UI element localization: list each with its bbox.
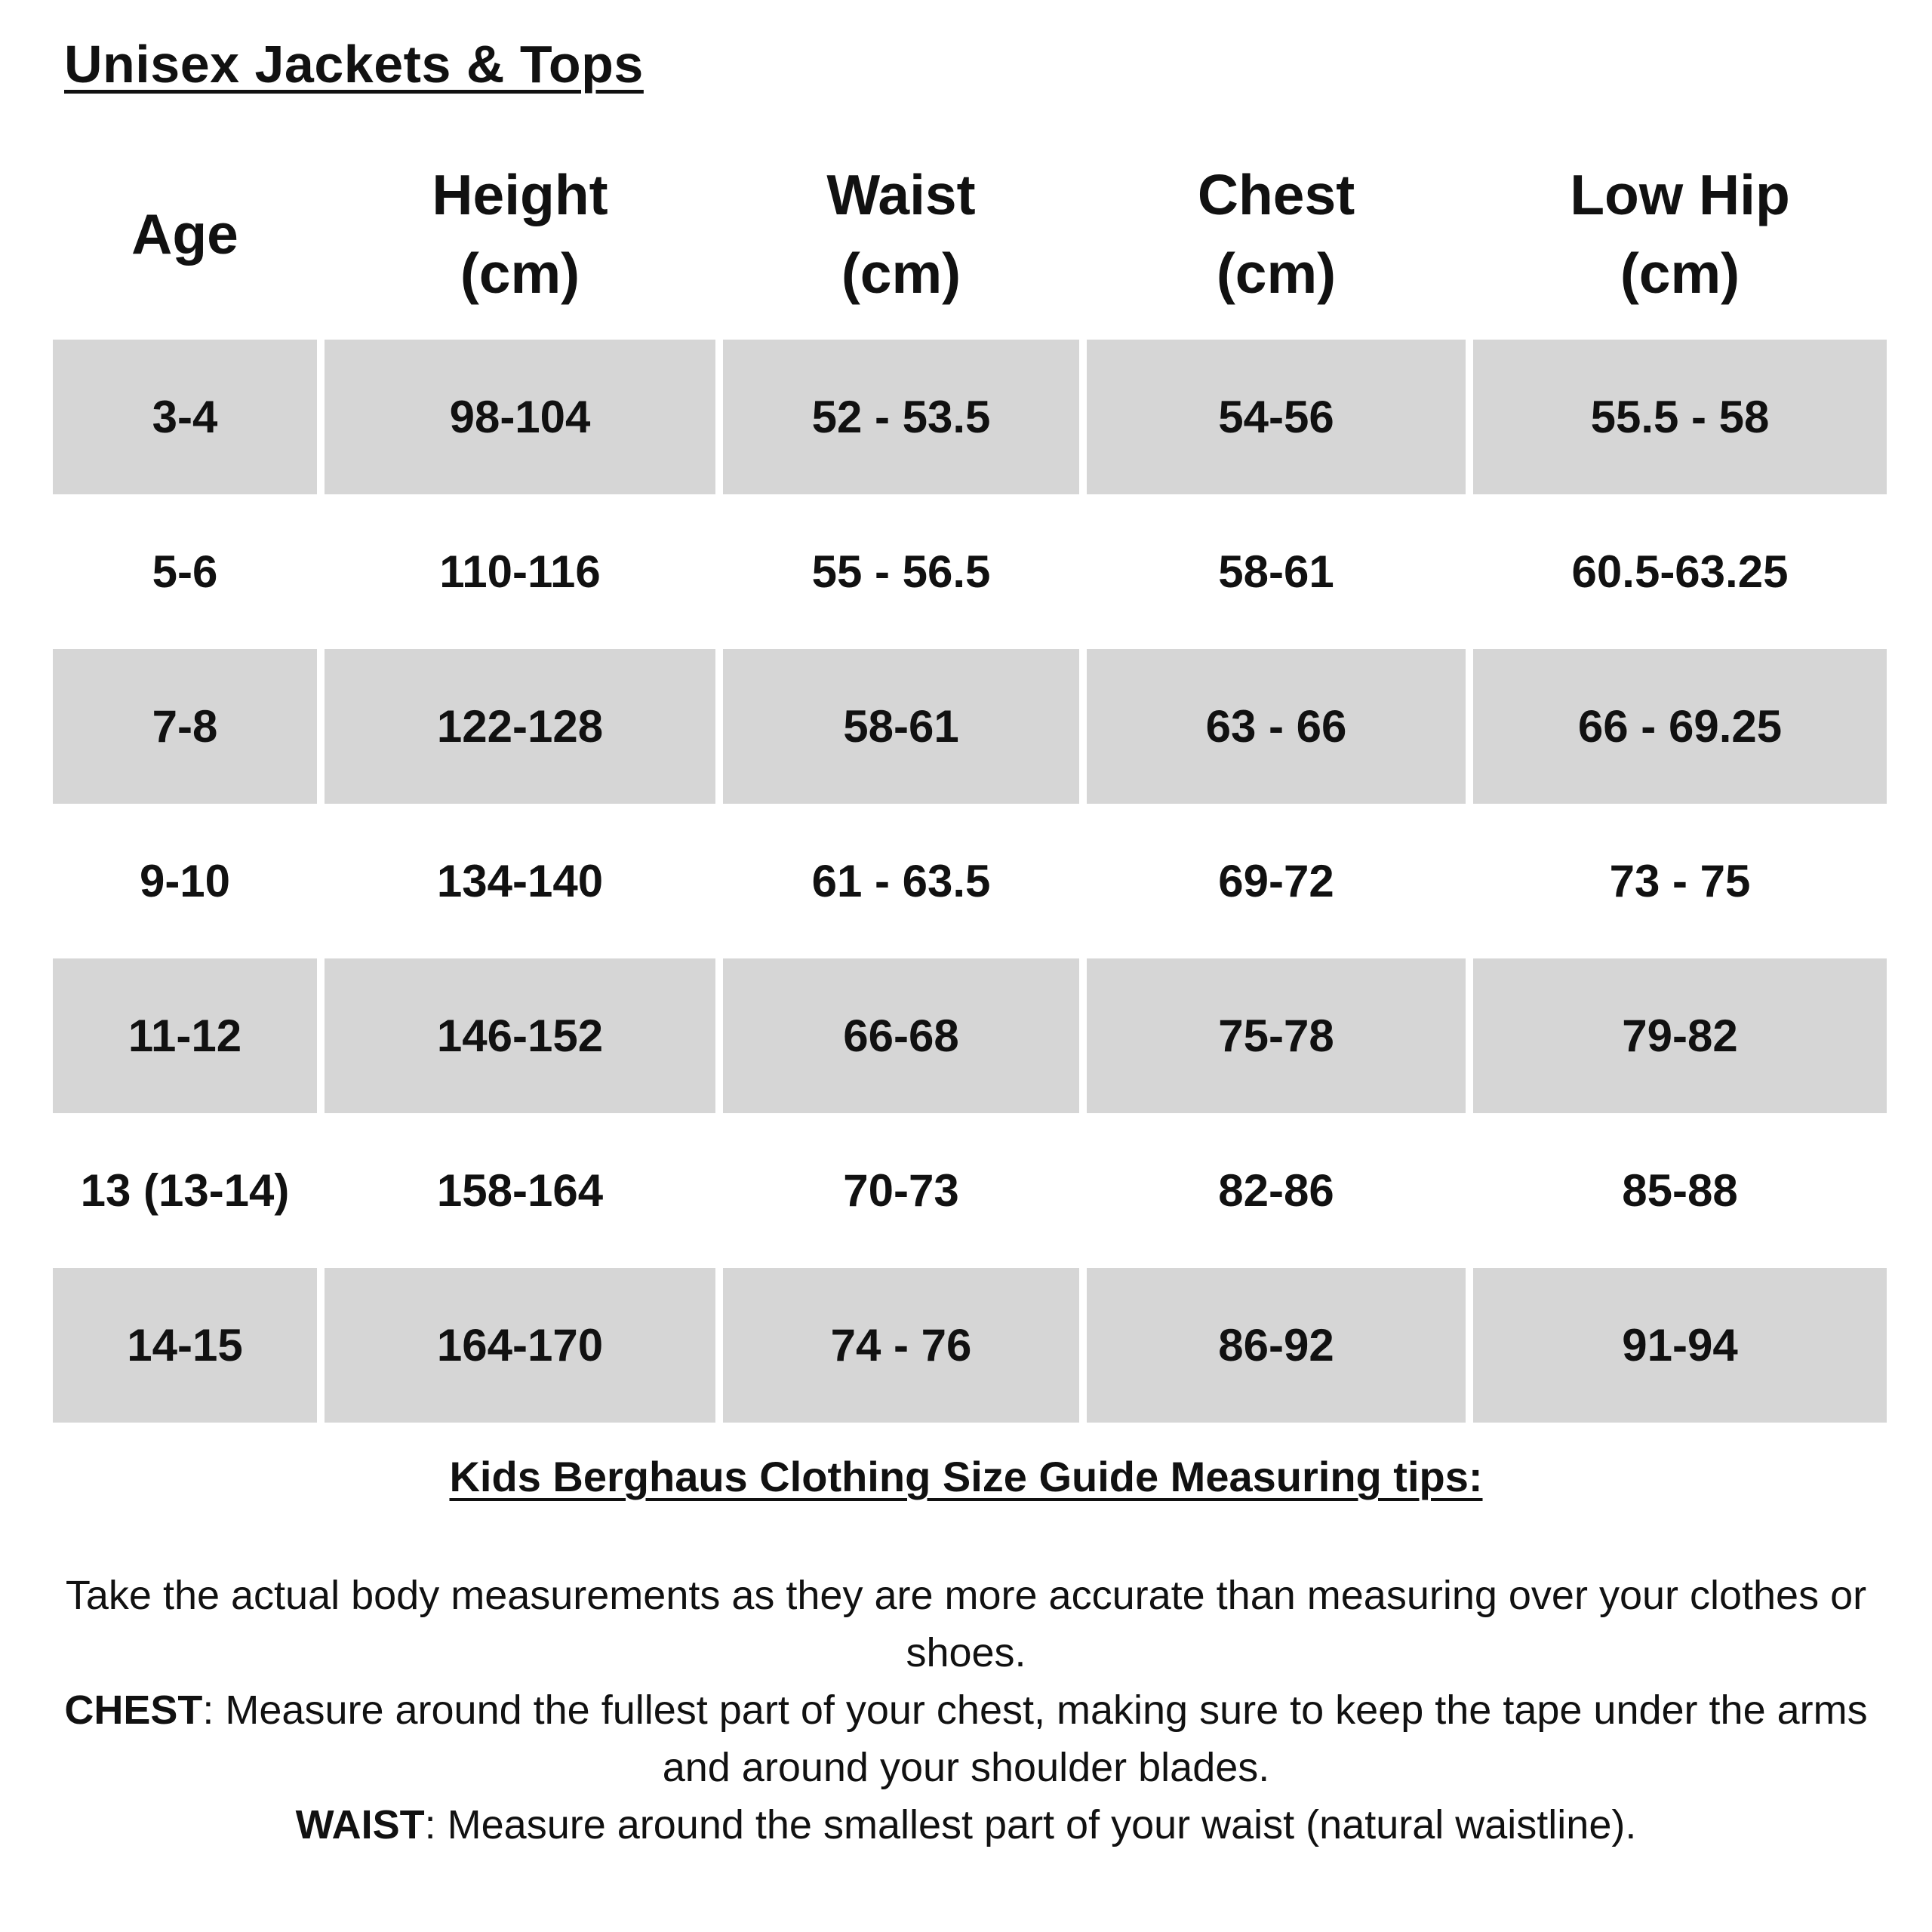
table-header-row	[53, 128, 1887, 340]
cell-chest: 69-72	[1087, 804, 1466, 958]
cell-chest: 63 - 66	[1087, 649, 1466, 804]
table-row	[53, 1268, 1887, 1423]
cell-age: 3-4	[53, 340, 317, 494]
header-waist-unit: (cm)	[841, 242, 961, 305]
cell-age: 9-10	[53, 804, 317, 958]
cell-waist: 70-73	[723, 1113, 1079, 1268]
tips-intro: Take the actual body measurements as they are more accurate than measuring over your clothes or shoes.	[65, 1573, 1867, 1675]
table-row	[53, 958, 1887, 1113]
cell-low-hip: 60.5-63.25	[1473, 494, 1887, 649]
header-chest-label: Chest	[1197, 163, 1355, 226]
cell-height: 98-104	[325, 340, 715, 494]
cell-age: 14-15	[53, 1268, 317, 1423]
header-height-unit: (cm)	[460, 242, 580, 305]
cell-height: 110-116	[325, 494, 715, 649]
table-row	[53, 649, 1887, 804]
header-waist-label: Waist	[826, 163, 976, 226]
cell-age: 7-8	[53, 649, 317, 804]
cell-height: 146-152	[325, 958, 715, 1113]
header-age-label: Age	[131, 202, 238, 266]
cell-chest: 75-78	[1087, 958, 1466, 1113]
cell-low-hip: 55.5 - 58	[1473, 340, 1887, 494]
cell-waist: 66-68	[723, 958, 1079, 1113]
size-chart-table	[45, 128, 1894, 1423]
cell-low-hip: 79-82	[1473, 958, 1887, 1113]
header-low-hip-label: Low Hip	[1570, 163, 1790, 226]
tips-chest	[53, 1681, 1879, 1796]
table-row	[53, 340, 1887, 494]
cell-waist: 52 - 53.5	[723, 340, 1079, 494]
header-chest-unit: (cm)	[1216, 242, 1337, 305]
cell-height: 164-170	[325, 1268, 715, 1423]
tips-waist	[53, 1796, 1879, 1854]
header-waist	[723, 128, 1079, 340]
cell-low-hip: 73 - 75	[1473, 804, 1887, 958]
cell-age: 11-12	[53, 958, 317, 1113]
header-low-hip-unit: (cm)	[1620, 242, 1740, 305]
header-low-hip	[1473, 128, 1887, 340]
header-age	[53, 128, 317, 340]
tips-waist-label: WAIST	[295, 1802, 425, 1847]
cell-chest: 86-92	[1087, 1268, 1466, 1423]
tips-body	[53, 1567, 1879, 1854]
cell-age: 13 (13-14)	[53, 1113, 317, 1268]
table-row	[53, 1113, 1887, 1268]
table-row	[53, 804, 1887, 958]
cell-waist: 58-61	[723, 649, 1079, 804]
cell-chest: 58-61	[1087, 494, 1466, 649]
tips-chest-text: : Measure around the fullest part of your chest, making sure to keep the tape under the arms and around your shoulder blades.	[202, 1687, 1868, 1790]
tips-heading: Kids Berghaus Clothing Size Guide Measuring tips:	[449, 1453, 1483, 1500]
cell-height: 134-140	[325, 804, 715, 958]
header-height	[325, 128, 715, 340]
cell-low-hip: 66 - 69.25	[1473, 649, 1887, 804]
cell-height: 122-128	[325, 649, 715, 804]
table-row	[53, 494, 1887, 649]
cell-low-hip: 91-94	[1473, 1268, 1887, 1423]
tips-waist-text: : Measure around the smallest part of your waist (natural waistline).	[424, 1802, 1637, 1847]
cell-waist: 61 - 63.5	[723, 804, 1079, 958]
cell-chest: 54-56	[1087, 340, 1466, 494]
cell-height: 158-164	[325, 1113, 715, 1268]
header-height-label: Height	[432, 163, 608, 226]
cell-low-hip: 85-88	[1473, 1113, 1887, 1268]
cell-waist: 74 - 76	[723, 1268, 1079, 1423]
cell-waist: 55 - 56.5	[723, 494, 1079, 649]
tips-chest-label: CHEST	[64, 1687, 203, 1733]
cell-chest: 82-86	[1087, 1113, 1466, 1268]
header-chest	[1087, 128, 1466, 340]
page-title: Unisex Jackets & Tops	[64, 35, 644, 94]
cell-age: 5-6	[53, 494, 317, 649]
